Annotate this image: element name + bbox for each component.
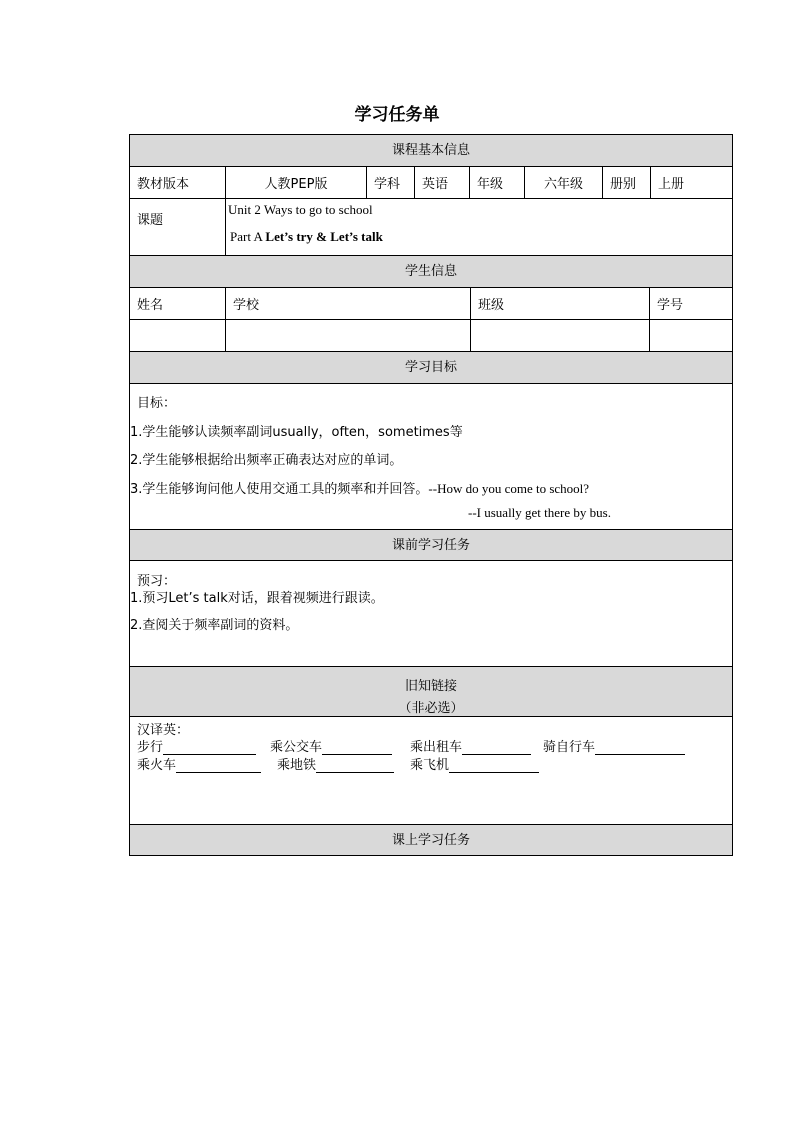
review-item-bus xyxy=(270,736,392,755)
section-header-course xyxy=(129,134,733,166)
topic-row xyxy=(129,198,733,255)
edition-label: 教材版本 xyxy=(137,177,190,192)
review-train-label: 乘火车 xyxy=(137,758,177,773)
section-title-course: 课程基本信息 xyxy=(391,143,470,158)
topic-label: 课题 xyxy=(137,213,164,228)
section-header-student xyxy=(129,255,733,287)
topic-line-2 xyxy=(230,229,383,245)
school-label: 学校 xyxy=(225,288,470,319)
review-body xyxy=(129,716,733,824)
review-plane-label: 乘飞机 xyxy=(410,758,450,773)
goal-item-3-en: --How do you come to school? xyxy=(428,481,590,496)
review-item-subway xyxy=(277,754,394,773)
topic-line-1: Unit 2 Ways to go to school xyxy=(228,202,373,217)
review-walk-label: 步行 xyxy=(137,740,164,755)
review-item-train xyxy=(137,754,261,773)
section-header-preclass xyxy=(129,529,733,560)
review-bus-label: 乘公交车 xyxy=(270,740,323,755)
topic-part-bold: Let’s try & Let’s talk xyxy=(265,229,383,244)
review-item-bike xyxy=(543,736,685,755)
goal-item-2: 2.学生能够根据给出频率正确表达对应的单词。 xyxy=(130,453,403,468)
section-title-goals: 学习目标 xyxy=(404,360,457,375)
preclass-heading: 预习： xyxy=(137,574,177,589)
review-subway-label: 乘地铁 xyxy=(277,758,317,773)
class-label: 班级 xyxy=(470,288,649,319)
section-title-preclass: 课前学习任务 xyxy=(391,538,470,553)
student-id-label: 学号 xyxy=(649,288,732,319)
section-header-review xyxy=(129,666,733,716)
grade-value: 六年级 xyxy=(524,167,602,198)
topic-value xyxy=(225,199,732,255)
goals-heading: 目标： xyxy=(137,396,177,411)
student-label-row xyxy=(129,287,733,319)
section-header-inclass xyxy=(129,824,733,856)
goal-item-3-answer: --I usually get there by bus. xyxy=(468,505,611,520)
course-info-row xyxy=(129,166,733,198)
name-label: 姓名 xyxy=(137,298,164,313)
review-heading: 汉译英： xyxy=(137,723,190,738)
preclass-item-2: 2.查阅关于频率副词的资料。 xyxy=(130,618,299,633)
subject-value: 英语 xyxy=(414,167,469,198)
preclass-body xyxy=(129,560,733,666)
section-header-goals xyxy=(129,351,733,383)
volume-value: 上册 xyxy=(650,167,732,198)
review-item-walk xyxy=(137,736,256,755)
page-title: 学习任务单 xyxy=(354,105,440,125)
section-title-inclass: 课上学习任务 xyxy=(391,833,470,848)
grade-label: 年级 xyxy=(469,167,524,198)
class-input[interactable] xyxy=(470,320,649,351)
review-item-plane xyxy=(410,754,539,773)
review-train-blank[interactable] xyxy=(176,760,261,773)
review-bike-label: 骑自行车 xyxy=(543,740,596,755)
school-input[interactable] xyxy=(225,320,470,351)
review-bike-blank[interactable] xyxy=(595,742,685,755)
name-input[interactable] xyxy=(130,320,225,351)
edition-value: 人教PEP版 xyxy=(225,167,366,198)
preclass-item-1: 1.预习Let’s talk对话，跟着视频进行跟读。 xyxy=(130,591,384,606)
section-subtitle-review: （非必选） xyxy=(398,701,464,716)
goals-body xyxy=(129,383,733,529)
goal-item-1: 1.学生能够认读频率副词usually，often，sometimes等 xyxy=(130,425,463,440)
review-plane-blank[interactable] xyxy=(449,760,539,773)
review-subway-blank[interactable] xyxy=(316,760,394,773)
review-item-taxi xyxy=(410,736,531,755)
goal-item-3-cn: 3.学生能够询问他人使用交通工具的频率和并回答。 xyxy=(130,482,429,497)
section-title-review: 旧知链接 xyxy=(404,679,457,694)
review-taxi-label: 乘出租车 xyxy=(410,740,463,755)
goal-item-3 xyxy=(130,478,589,497)
task-sheet-table xyxy=(129,134,733,856)
section-title-student: 学生信息 xyxy=(404,264,457,279)
student-id-input[interactable] xyxy=(649,320,732,351)
volume-label: 册别 xyxy=(602,167,650,198)
subject-label: 学科 xyxy=(366,167,414,198)
student-input-row xyxy=(129,319,733,351)
topic-part-label: Part A xyxy=(230,229,266,244)
